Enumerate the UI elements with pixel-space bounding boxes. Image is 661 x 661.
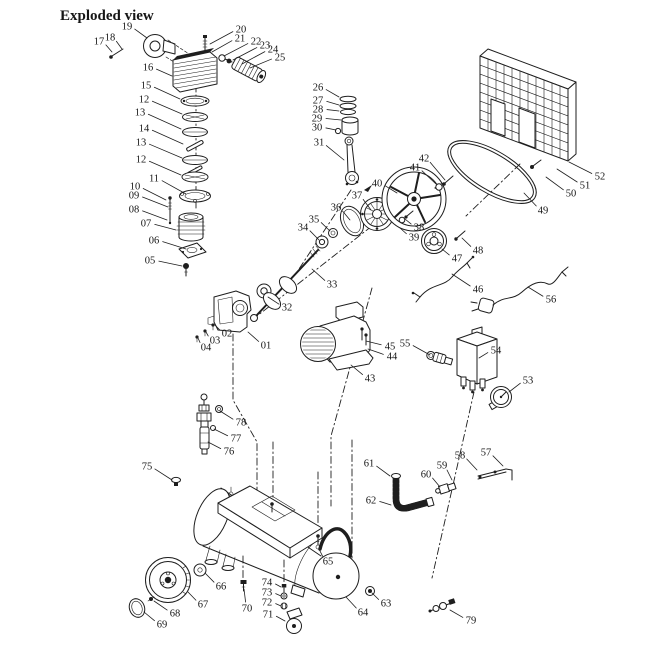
wheel-assembly <box>127 558 206 620</box>
callout-19: 19 <box>121 21 133 33</box>
callout-63: 63 <box>380 598 392 610</box>
callout-68: 68 <box>169 608 181 620</box>
valve-plate-stack <box>180 96 211 203</box>
callout-22: 22 <box>250 36 262 48</box>
callout-leader-26 <box>326 90 339 97</box>
plug-75 <box>172 477 181 486</box>
callout-leader-72 <box>276 604 281 606</box>
motor-wire <box>412 253 475 302</box>
callout-28: 28 <box>312 104 324 116</box>
callout-34: 34 <box>297 222 309 234</box>
callout-61: 61 <box>363 458 375 470</box>
fitting-79 <box>429 598 456 612</box>
callout-leader-04 <box>198 338 200 343</box>
callout-01: 01 <box>260 340 272 352</box>
callout-leader-59 <box>447 470 452 480</box>
callout-50: 50 <box>565 188 577 200</box>
callout-leader-70 <box>244 589 246 602</box>
callout-leader-50 <box>546 177 563 190</box>
callout-leader-34 <box>310 231 319 240</box>
cylinder <box>177 213 205 241</box>
callout-09: 09 <box>128 190 140 202</box>
callout-40: 40 <box>371 178 383 190</box>
callout-20: 20 <box>235 24 247 36</box>
callout-05: 05 <box>144 255 156 267</box>
callout-18: 18 <box>104 32 116 44</box>
callout-leader-49 <box>524 193 536 206</box>
callout-16: 16 <box>142 62 154 74</box>
callout-25: 25 <box>274 52 286 64</box>
callout-71: 71 <box>262 609 274 621</box>
callout-leader-78 <box>220 411 233 419</box>
callout-24: 24 <box>267 44 279 56</box>
cylinder-stud <box>168 196 171 224</box>
pressure-switch <box>457 327 497 393</box>
callout-leader-67 <box>188 592 196 600</box>
callout-leader-29 <box>326 118 341 120</box>
callout-77: 77 <box>230 433 242 445</box>
callout-leader-06 <box>163 242 186 249</box>
callout-75: 75 <box>141 461 153 473</box>
callout-21: 21 <box>234 33 246 45</box>
callout-69: 69 <box>156 619 168 631</box>
callout-leader-28 <box>327 110 339 111</box>
tank <box>186 484 359 599</box>
callout-leader-12 <box>152 101 182 114</box>
callout-leader-55 <box>413 346 430 355</box>
callout-78: 78 <box>235 417 247 429</box>
callout-leader-75 <box>155 469 172 480</box>
callout-56: 56 <box>545 294 557 306</box>
callout-leader-63 <box>372 593 379 600</box>
elbow-fitting <box>434 482 456 496</box>
callout-leader-27 <box>327 101 339 105</box>
callout-65: 65 <box>322 556 334 568</box>
callout-70: 70 <box>241 603 253 615</box>
connecting-rod <box>345 137 359 185</box>
callout-38: 38 <box>413 222 425 234</box>
callout-14: 14 <box>138 123 150 135</box>
callout-03: 03 <box>209 335 221 347</box>
callout-35: 35 <box>308 214 320 226</box>
callout-leader-69 <box>144 612 155 621</box>
callout-44: 44 <box>386 351 398 363</box>
callout-17: 17 <box>93 36 105 48</box>
callout-73: 73 <box>261 587 273 599</box>
callout-79: 79 <box>465 615 477 627</box>
callout-leader-03 <box>206 332 208 336</box>
callout-39: 39 <box>408 232 420 244</box>
callout-66: 66 <box>215 581 227 593</box>
callout-32: 32 <box>281 302 293 314</box>
callout-leader-48 <box>462 238 471 246</box>
nut-35 <box>329 229 338 238</box>
pressure-gauge <box>489 387 511 410</box>
callout-37: 37 <box>351 190 363 202</box>
callout-33: 33 <box>326 279 338 291</box>
callout-54: 54 <box>490 345 502 357</box>
intake-fitting <box>219 55 232 64</box>
callout-48: 48 <box>472 245 484 257</box>
callout-51: 51 <box>579 180 591 192</box>
callout-59: 59 <box>436 460 448 472</box>
callout-08: 08 <box>128 204 140 216</box>
callout-74: 74 <box>261 577 273 589</box>
callout-leader-57 <box>493 456 503 466</box>
callout-55: 55 <box>399 338 411 350</box>
cylinder-gasket <box>179 243 206 258</box>
callout-leader-76 <box>208 442 221 449</box>
callout-leader-46 <box>452 274 470 286</box>
callout-47: 47 <box>451 253 463 265</box>
callout-72: 72 <box>261 597 273 609</box>
callout-leader-73 <box>276 594 281 596</box>
belt-guard-grille <box>480 49 576 169</box>
power-cord <box>471 267 568 314</box>
bearing-34 <box>316 236 328 248</box>
callout-43: 43 <box>364 373 376 385</box>
callout-leader-52 <box>569 162 592 174</box>
callout-26: 26 <box>312 82 324 94</box>
callout-leader-74 <box>275 584 281 587</box>
callout-leader-13 <box>149 144 182 158</box>
callout-23: 23 <box>259 40 271 52</box>
callout-leader-77 <box>214 429 228 436</box>
diagram-title: Exploded view <box>60 8 154 24</box>
callout-leader-66 <box>205 573 214 582</box>
callout-15: 15 <box>140 80 152 92</box>
callout-76: 76 <box>223 446 235 458</box>
callout-leader-61 <box>377 466 390 476</box>
callout-04: 04 <box>200 342 212 354</box>
callout-leader-25 <box>250 59 272 68</box>
safety-valve <box>197 394 223 454</box>
callout-49: 49 <box>537 205 549 217</box>
callout-leader-71 <box>276 616 285 621</box>
callout-leader-31 <box>326 146 344 160</box>
callout-30: 30 <box>311 122 323 134</box>
breather-bolt <box>183 263 189 276</box>
callout-leader-62 <box>380 501 391 505</box>
callout-leader-30 <box>326 128 336 130</box>
callout-leader-07 <box>155 224 176 230</box>
callout-leader-56 <box>528 287 543 296</box>
callout-leader-64 <box>346 597 356 608</box>
callout-45: 45 <box>384 341 396 353</box>
callout-57: 57 <box>480 447 492 459</box>
callout-leader-51 <box>557 169 577 182</box>
check-valve <box>426 350 453 366</box>
callout-27: 27 <box>312 95 324 107</box>
callout-leader-79 <box>450 610 463 617</box>
callout-06: 06 <box>148 235 160 247</box>
callout-leader-19 <box>135 29 147 38</box>
callout-12: 12 <box>138 94 150 106</box>
callout-leader-18 <box>116 41 122 49</box>
callout-leader-11 <box>162 181 186 194</box>
callout-13: 13 <box>135 137 147 149</box>
tank-bolt-70 <box>241 580 247 591</box>
callout-07: 07 <box>140 218 152 230</box>
callout-leader-13 <box>148 114 181 129</box>
callout-29: 29 <box>311 113 323 125</box>
callout-31: 31 <box>313 137 325 149</box>
callout-36: 36 <box>330 202 342 214</box>
callout-leader-44 <box>368 349 383 354</box>
callout-62: 62 <box>365 495 377 507</box>
cylinder-head <box>173 48 217 92</box>
callout-leader-17 <box>106 45 112 52</box>
callout-53: 53 <box>522 375 534 387</box>
motor <box>300 302 373 370</box>
callout-41: 41 <box>409 162 421 174</box>
callout-46: 46 <box>472 284 484 296</box>
callout-64: 64 <box>357 607 369 619</box>
callout-11: 11 <box>148 173 160 185</box>
callout-leader-47 <box>442 249 449 255</box>
callout-leader-58 <box>467 459 477 470</box>
callout-02: 02 <box>221 328 233 340</box>
callout-leader-60 <box>433 478 440 487</box>
outlet-pipe <box>478 469 512 480</box>
callout-leader-16 <box>156 69 172 76</box>
callout-leader-53 <box>509 383 520 392</box>
callout-58: 58 <box>454 450 466 462</box>
callout-10: 10 <box>129 181 141 193</box>
callout-leader-05 <box>159 261 182 266</box>
callout-leader-09 <box>142 197 168 207</box>
callout-13: 13 <box>134 107 146 119</box>
callout-67: 67 <box>197 599 209 611</box>
callout-leader-14 <box>152 130 183 144</box>
callout-42: 42 <box>418 153 430 165</box>
callout-leader-33 <box>312 269 325 280</box>
callout-leader-21 <box>212 41 232 52</box>
callout-leader-01 <box>248 332 259 341</box>
piston-rings <box>340 96 356 114</box>
callout-12: 12 <box>135 154 147 166</box>
callout-60: 60 <box>420 469 432 481</box>
callout-52: 52 <box>594 171 606 183</box>
